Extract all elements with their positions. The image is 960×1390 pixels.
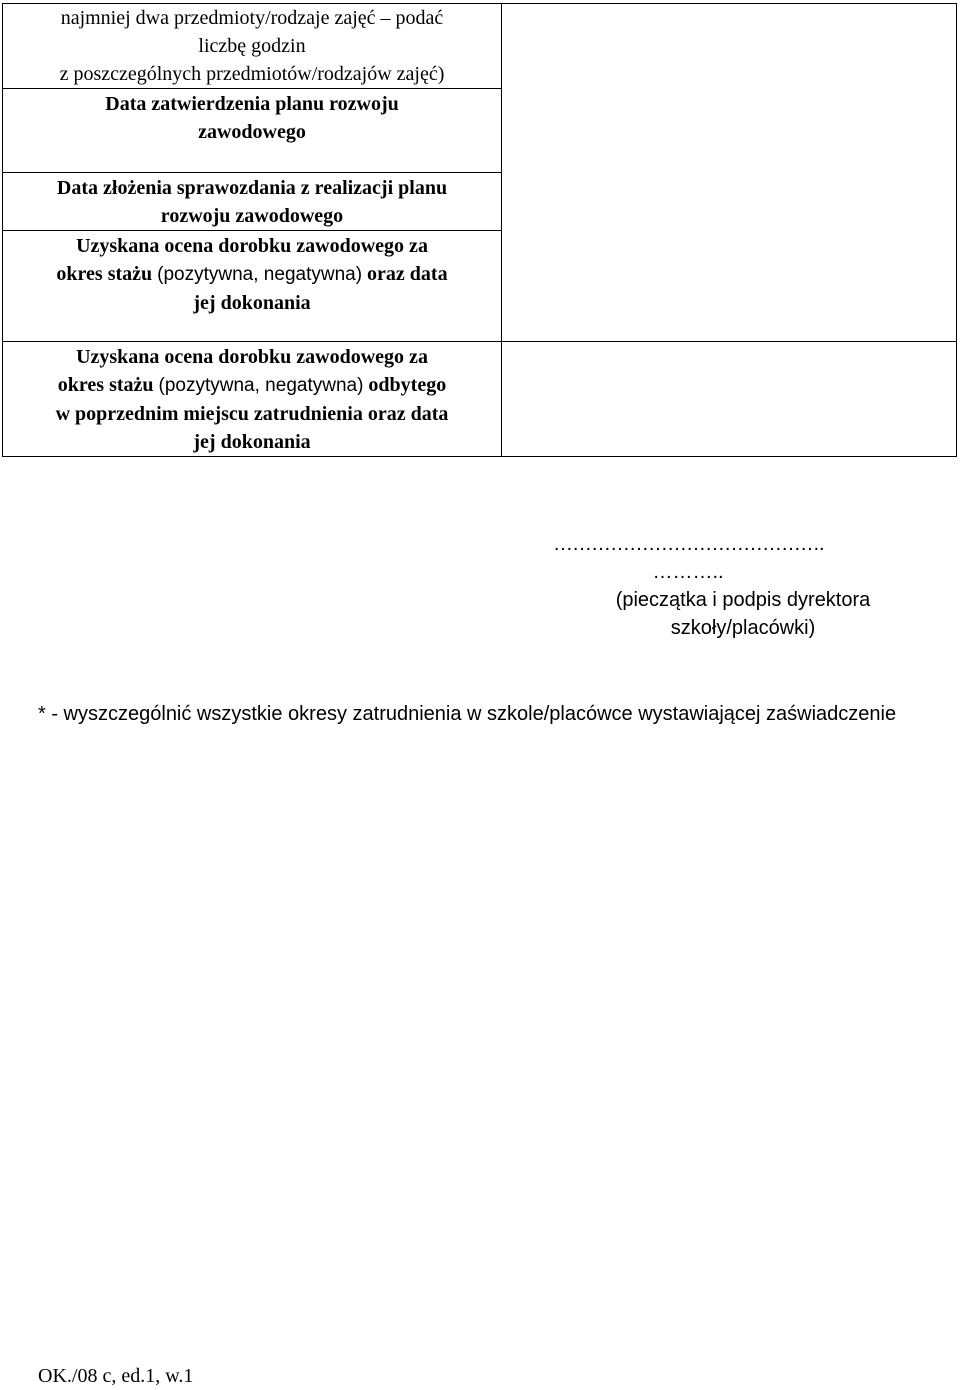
table-row-previous-assessment <box>3 342 957 457</box>
assessment-line-2 <box>3 260 501 289</box>
previous-assessment-line-3: w poprzednim miejscu zatrudnienia oraz data <box>55 403 449 425</box>
footnote: * - wyszczególnić wszystkie okresy zatrudnienia w szkole/placówce wystawiającej zaświadczenie <box>38 703 897 725</box>
previous-assessment-label-cell <box>3 342 502 457</box>
employment-form-table <box>2 3 957 457</box>
previous-assessment-line-4: jej dokonania <box>193 431 311 453</box>
signature-dots-line-2: ……….. <box>652 561 724 583</box>
plan-approval-line-1: Data zatwierdzenia planu rozwoju <box>105 93 399 115</box>
table-row-subjects <box>3 4 957 89</box>
subjects-label-line-2: liczbę godzin <box>198 35 306 57</box>
assessment-line-2-plain: (pozytywna, negatywna) <box>157 264 363 285</box>
signature-block <box>553 530 933 642</box>
plan-approval-line-2: zawodowego <box>198 121 306 143</box>
signature-caption-line-2: szkoły/placówki) <box>670 617 816 639</box>
value-cell-lower[interactable] <box>502 342 957 457</box>
previous-assessment-line-2-bold: okres stażu <box>57 374 154 396</box>
assessment-line-2-bold-end: oraz data <box>367 263 448 285</box>
report-date-label-cell <box>3 173 502 231</box>
document-code: OK./08 c, ed.1, w.1 <box>38 1365 194 1387</box>
signature-caption-line-1: (pieczątka i podpis dyrektora <box>615 589 871 611</box>
assessment-label-cell <box>3 231 502 342</box>
previous-assessment-line-2 <box>3 371 501 400</box>
assessment-line-1: Uzyskana ocena dorobku zawodowego za <box>76 235 428 257</box>
previous-assessment-line-2-bold-end: odbytego <box>368 374 447 396</box>
value-cell-upper[interactable] <box>502 4 957 342</box>
report-date-line-1: Data złożenia sprawozdania z realizacji planu <box>56 177 448 199</box>
assessment-line-3: jej dokonania <box>193 292 311 314</box>
signature-dots-line-1: ……………………………………. <box>553 533 824 555</box>
assessment-line-2-bold: okres stażu <box>56 263 153 285</box>
previous-assessment-line-1: Uzyskana ocena dorobku zawodowego za <box>76 346 428 368</box>
plan-approval-label-cell <box>3 89 502 173</box>
subjects-label-line-3: z poszczególnych przedmiotów/rodzajów zajęć) <box>59 63 445 85</box>
report-date-line-2: rozwoju zawodowego <box>160 205 344 227</box>
subjects-label-cell <box>3 4 502 89</box>
subjects-label-line-1: najmniej dwa przedmioty/rodzaje zajęć – podać <box>60 7 444 29</box>
previous-assessment-line-2-plain: (pozytywna, negatywna) <box>158 375 364 396</box>
